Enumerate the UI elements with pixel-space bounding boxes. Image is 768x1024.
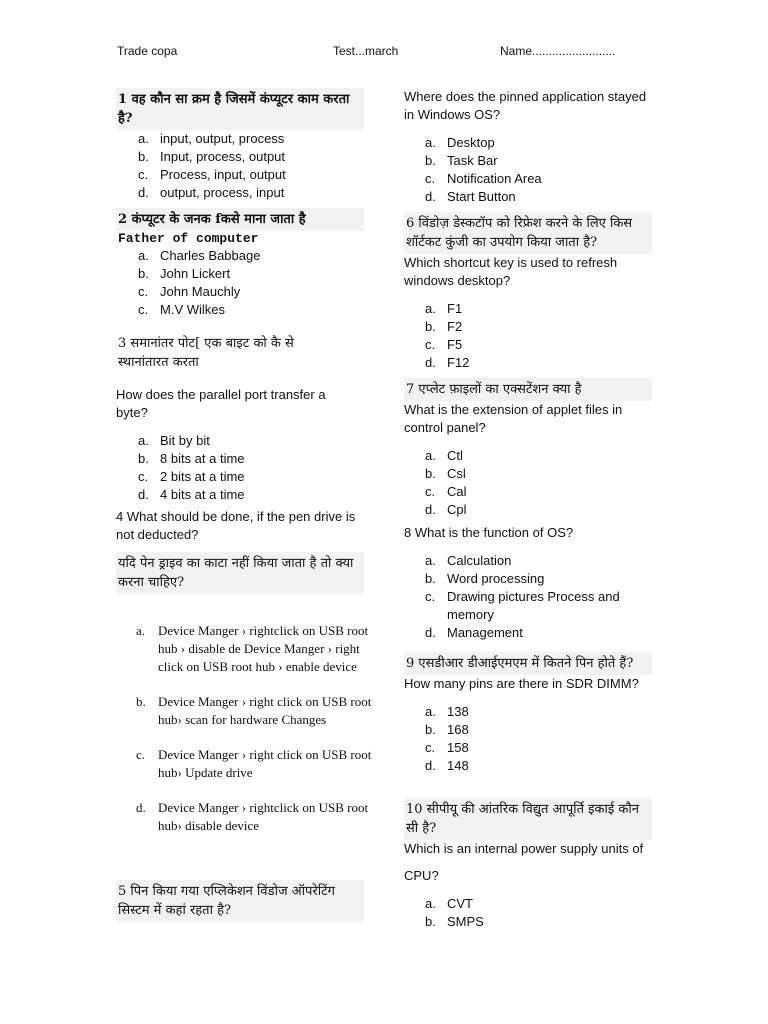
- option: c. F5: [425, 337, 463, 352]
- option: a. Device Manger › rightclick on USB root hub › disable de Device Manger › right click on USB root hub › enable device: [136, 623, 369, 674]
- option: c. 2 bits at a time: [138, 469, 245, 484]
- question-3-english: How does the parallel port transfer a byte?: [116, 387, 326, 420]
- question-4-hindi: यदि पेन ड्राइव का काटा नहीं किया जाता है तो क्या करना चाहिए?: [116, 552, 364, 594]
- question-6: [404, 212, 654, 372]
- option: b. F2: [425, 319, 463, 334]
- question-10: [404, 798, 654, 931]
- option: d. Cpl: [425, 502, 467, 517]
- question-3-hindi: 3 समानांतर पोट[ एक बाइट को कै से स्थानांतारत करता: [118, 336, 294, 370]
- option: a. F1: [425, 301, 463, 316]
- question-7: [404, 378, 654, 519]
- question-5-english: Where does the pinned application stayed in Windows OS?: [404, 89, 647, 122]
- option: b. 8 bits at a time: [138, 451, 245, 466]
- question-10-english-line1: Which is an internal power supply units of: [404, 841, 644, 856]
- question-4-options: [116, 622, 378, 835]
- name-label: Name.........................: [500, 44, 616, 58]
- question-4-english: 4 What should be done, if the pen drive is not deducted?: [116, 509, 356, 542]
- option: c. Process, input, output: [138, 167, 286, 182]
- option: b. Input, process, output: [138, 149, 286, 164]
- question-10-english-line2: CPU?: [404, 868, 439, 883]
- option: b. 168: [425, 722, 469, 737]
- question-6-hindi: 6 विंडोज़ डेस्कटॉप को रिफ्रेश करने के लिए किस शॉर्टकट कुंजी का उपयोग किया जाता है?: [404, 212, 652, 254]
- option: b. Csl: [425, 466, 466, 481]
- question-8-english: 8 What is the function of OS?: [404, 525, 574, 540]
- test-label: Test...march: [333, 44, 399, 58]
- option: a. CVT: [425, 896, 473, 911]
- question-4: [116, 508, 378, 852]
- option: d. 4 bits at a time: [138, 487, 245, 502]
- option: b. Device Manger › right click on USB root hub› scan for hardware Changes: [136, 694, 372, 727]
- option: b. SMPS: [425, 914, 484, 929]
- question-5: [116, 880, 378, 922]
- question-6-english: Which shortcut key is used to refresh windows desktop?: [404, 255, 618, 288]
- option: a. Charles Babbage: [138, 248, 261, 263]
- question-3: [116, 332, 378, 504]
- question-2-english: Father of computer: [118, 231, 259, 246]
- option: a. Desktop: [425, 135, 495, 150]
- question-5-hindi: 5 पिन किया गया एप्लिकेशन विंडोज ऑपरेटिंग सिस्टम में कहां रहता है?: [116, 880, 364, 922]
- option: c. 158: [425, 740, 469, 755]
- question-2-options: [116, 247, 378, 319]
- question-5-options: [404, 134, 654, 206]
- option: a. Bit by bit: [138, 433, 210, 448]
- option: c. Cal: [425, 484, 467, 499]
- question-9-hindi: 9 एसडीआर डीआईएमएम में कितने पिन होते हैं?: [404, 652, 652, 675]
- question-7-english: What is the extension of applet files in control panel?: [404, 402, 623, 435]
- option: c. Device Manger › right click on USB root hub› Update drive: [136, 747, 372, 780]
- option: d. Device Manger › rightclick on USB root hub› disable device: [136, 800, 369, 833]
- option: b. Word processing: [425, 571, 545, 586]
- question-9-options: [404, 703, 654, 775]
- question-7-hindi: 7 एप्लेट फ़ाइलों का एक्सटेंशन क्या है: [404, 378, 652, 401]
- option: a. input, output, process: [138, 131, 285, 146]
- option: d. Start Button: [425, 189, 516, 204]
- question-5-continued: [404, 88, 654, 206]
- question-1-hindi: 1 वह कौन सा क्रम है जिसमें कंप्यूटर काम करता है?: [116, 88, 364, 130]
- option: b. Task Bar: [425, 153, 498, 168]
- option: c. Notification Area: [425, 171, 542, 186]
- option: c. Drawing pictures Process and memory: [425, 589, 620, 622]
- option: b. John Lickert: [138, 266, 231, 281]
- option: a. Calculation: [425, 553, 512, 568]
- question-8-options: [404, 552, 654, 642]
- option: c. John Mauchly: [138, 284, 241, 299]
- question-1-options: [116, 130, 378, 202]
- option: d. F12: [425, 355, 470, 370]
- question-2-hindi: 2 कंप्यूटर के जनक fकसे माना जाता है: [116, 208, 364, 231]
- question-6-options: [404, 300, 654, 372]
- option: d. 148: [425, 758, 469, 773]
- question-10-hindi: 10 सीपीयू की आंतरिक विद्युत आपूर्ति इकाई कौन सी है?: [404, 798, 652, 840]
- option: d. output, process, input: [138, 185, 285, 200]
- question-9-english: How many pins are there in SDR DIMM?: [404, 676, 639, 691]
- question-1: [116, 88, 378, 202]
- question-9: [404, 652, 654, 775]
- question-8: [404, 524, 654, 642]
- question-2: [116, 208, 378, 319]
- trade-label: Trade copa: [117, 44, 178, 58]
- question-3-options: [116, 432, 378, 504]
- option: c. M.V Wilkes: [138, 302, 225, 317]
- option: d. Management: [425, 625, 523, 640]
- option: a. Ctl: [425, 448, 463, 463]
- option: a. 138: [425, 704, 469, 719]
- question-10-options: [404, 895, 654, 931]
- question-7-options: [404, 447, 654, 519]
